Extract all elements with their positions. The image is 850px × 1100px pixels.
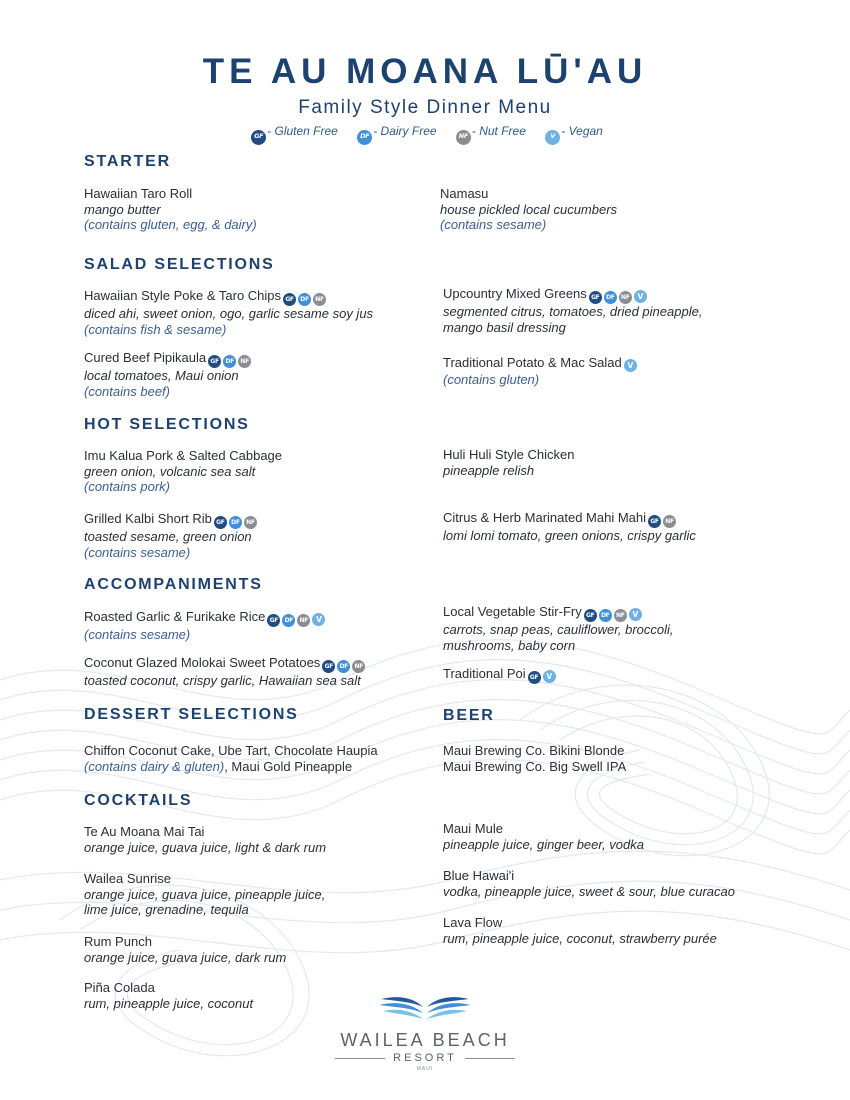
dairy-free-icon: DF (337, 660, 350, 673)
dairy-free-icon: DF (229, 516, 242, 529)
gluten-free-icon: GF (589, 291, 602, 304)
menu-title: TE AU MOANA LŪ'AU (202, 52, 648, 91)
legend-dairy-free: DF - Dairy Free (353, 124, 436, 138)
item-description: toasted coconut, crispy garlic, Hawaiian sea salt (84, 673, 361, 688)
item-description: house pickled local cucumbers (440, 201, 618, 217)
allergen-note: (contains gluten, egg, & dairy) (84, 217, 257, 233)
cocktail-maui-mule (443, 821, 803, 852)
allergen-note: (contains pork) (84, 479, 170, 495)
cocktail-rum-punch (84, 934, 444, 965)
menu-item-kalua-pork (84, 448, 444, 495)
menu-item-furikake-rice (84, 609, 444, 643)
nut-free-icon: NF (663, 515, 676, 528)
item-name: Wailea Sunrise (84, 871, 171, 886)
nut-free-icon: NF (619, 291, 632, 304)
dietary-legend (0, 124, 850, 145)
gluten-free-icon: GF (648, 515, 661, 528)
nut-free-icon: NF (238, 355, 251, 368)
item-description: local tomatoes, Maui onion (84, 368, 239, 383)
item-name: Coconut Glazed Molokai Sweet Potatoes (84, 655, 321, 670)
allergen-note: (contains sesame) (84, 544, 191, 560)
section-cocktails: COCKTAILS (84, 792, 193, 809)
item-description: mango butter (84, 201, 161, 217)
item-name: Huli Huli Style Chicken (443, 447, 575, 462)
vegan-icon: V (629, 608, 642, 621)
item-description: carrots, snap peas, cauliflower, broccoli, (443, 622, 674, 637)
section-beer: BEER (443, 707, 495, 724)
item-name: Chiffon Coconut Cake, Ube Tart, Chocolate Haupia (84, 743, 378, 758)
allergen-note: (contains fish & sesame) (84, 321, 227, 337)
cocktail-wailea-sunrise (84, 871, 444, 918)
gluten-free-icon: GF (322, 660, 335, 673)
menu-item-kalbi (84, 511, 444, 560)
dairy-free-icon: DF (282, 614, 295, 627)
section-accompaniments: ACCOMPANIMENTS (84, 576, 263, 593)
beer-item: Maui Brewing Co. Bikini Blonde (443, 743, 625, 758)
item-name: Lava Flow (443, 915, 503, 930)
item-name: Te Au Moana Mai Tai (84, 824, 205, 839)
logo-location: MAUI (416, 1066, 434, 1072)
gluten-free-icon: GF (208, 355, 221, 368)
vegan-icon: V (634, 290, 647, 303)
item-description: mushrooms, baby corn (443, 637, 576, 653)
item-description: rum, pineapple juice, coconut (84, 995, 254, 1011)
allergen-note: (contains gluten) (443, 372, 540, 387)
gluten-free-icon: GF (528, 671, 541, 684)
item-name: Namasu (440, 186, 489, 201)
item-name: Hawaiian Style Poke & Taro Chips (84, 288, 282, 303)
wave-wings-icon (377, 995, 473, 1021)
beer-list (443, 743, 803, 774)
nut-free-icon: NF (352, 660, 365, 673)
item-name: Piña Colada (84, 980, 155, 995)
legend-nut-free: NF - Nut Free (452, 124, 526, 138)
allergen-note: (contains beef) (84, 383, 170, 399)
beer-item: Maui Brewing Co. Big Swell IPA (443, 758, 627, 774)
logo-divider (335, 1058, 385, 1059)
menu-item-namasu (440, 186, 800, 233)
nut-free-icon: NF (244, 516, 257, 529)
logo-wordmark: WAILEA BEACH (340, 1030, 510, 1050)
item-description: orange juice, guava juice, dark rum (84, 949, 287, 965)
menu-item-stir-fry (443, 604, 803, 653)
dairy-free-icon: DF (298, 293, 311, 306)
dairy-free-icon: DF (357, 130, 372, 145)
nut-free-icon: NF (456, 130, 471, 145)
item-description: orange juice, guava juice, light & dark rum (84, 839, 327, 855)
allergen-note: (contains dairy & gluten) (84, 758, 225, 774)
item-name: , Maui Gold Pineapple (224, 758, 353, 774)
gluten-free-icon: GF (267, 614, 280, 627)
item-name: Local Vegetable Stir-Fry (443, 604, 582, 619)
vegan-icon: V (545, 130, 560, 145)
item-name: Traditional Poi (443, 666, 526, 681)
vegan-icon: V (624, 359, 637, 372)
logo-divider (465, 1058, 515, 1059)
menu-subtitle: Family Style Dinner Menu (298, 97, 552, 118)
item-description: rum, pineapple juice, coconut, strawberry purée (443, 930, 717, 946)
nut-free-icon: NF (614, 609, 627, 622)
gluten-free-icon: GF (251, 130, 266, 145)
legend-gluten-free: GF - Gluten Free (247, 124, 338, 138)
item-name: Traditional Potato & Mac Salad (443, 355, 622, 370)
item-description: toasted sesame, green onion (84, 529, 252, 544)
menu-item-taro-roll (84, 186, 444, 233)
nut-free-icon: NF (313, 293, 326, 306)
item-description: lomi lomi tomato, green onions, crispy garlic (443, 528, 696, 543)
vegan-icon: V (312, 613, 325, 626)
item-name: Roasted Garlic & Furikake Rice (84, 609, 266, 624)
resort-logo (325, 995, 525, 1072)
cocktail-lava-flow (443, 915, 803, 946)
cocktail-mai-tai (84, 824, 444, 855)
section-salad-selections: SALAD SELECTIONS (84, 256, 275, 273)
item-description: diced ahi, sweet onion, ogo, garlic sesame soy jus (84, 306, 374, 321)
item-name: Blue Hawai'i (443, 868, 515, 883)
item-name: Citrus & Herb Marinated Mahi Mahi (443, 510, 647, 525)
menu-item-desserts (84, 743, 444, 774)
section-dessert-selections: DESSERT SELECTIONS (84, 706, 299, 723)
item-description: lime juice, grenadine, tequila (84, 902, 249, 918)
nut-free-icon: NF (297, 614, 310, 627)
item-name: Upcountry Mixed Greens (443, 286, 587, 301)
item-name: Imu Kalua Pork & Salted Cabbage (84, 448, 283, 463)
menu-item-mahi-mahi (443, 510, 803, 544)
item-description: segmented citrus, tomatoes, dried pineapple, (443, 304, 703, 319)
item-description: pineapple relish (443, 462, 535, 478)
logo-resort: RESORT (393, 1052, 457, 1064)
item-name: Cured Beef Pipikaula (84, 350, 207, 365)
vegan-icon: V (543, 670, 556, 683)
menu-item-mixed-greens (443, 286, 803, 335)
menu-item-poi (443, 666, 803, 684)
section-hot-selections: HOT SELECTIONS (84, 416, 250, 433)
gluten-free-icon: GF (584, 609, 597, 622)
menu-item-sweet-potatoes (84, 655, 444, 689)
menu-item-huli-chicken (443, 447, 803, 478)
item-description: pineapple juice, ginger beer, vodka (443, 836, 644, 852)
menu-item-poke (84, 288, 444, 337)
item-name: Rum Punch (84, 934, 152, 949)
section-starter: STARTER (84, 153, 171, 170)
item-name: Maui Mule (443, 821, 503, 836)
item-description: mango basil dressing (443, 319, 566, 335)
menu-item-pipikaula (84, 350, 444, 399)
menu-item-mac-salad (443, 355, 803, 388)
allergen-note: (contains sesame) (84, 627, 191, 642)
dairy-free-icon: DF (223, 355, 236, 368)
allergen-note: (contains sesame) (440, 217, 547, 233)
dairy-free-icon: DF (604, 291, 617, 304)
gluten-free-icon: GF (283, 293, 296, 306)
item-description: green onion, volcanic sea salt (84, 463, 256, 479)
cocktail-blue-hawaii (443, 868, 803, 899)
gluten-free-icon: GF (214, 516, 227, 529)
dairy-free-icon: DF (599, 609, 612, 622)
item-name: Grilled Kalbi Short Rib (84, 511, 212, 526)
item-description: orange juice, guava juice, pineapple juice, (84, 886, 326, 902)
item-description: vodka, pineapple juice, sweet & sour, blue curacao (443, 883, 735, 899)
legend-vegan: V - Vegan (541, 124, 603, 138)
item-name: Hawaiian Taro Roll (84, 186, 193, 201)
